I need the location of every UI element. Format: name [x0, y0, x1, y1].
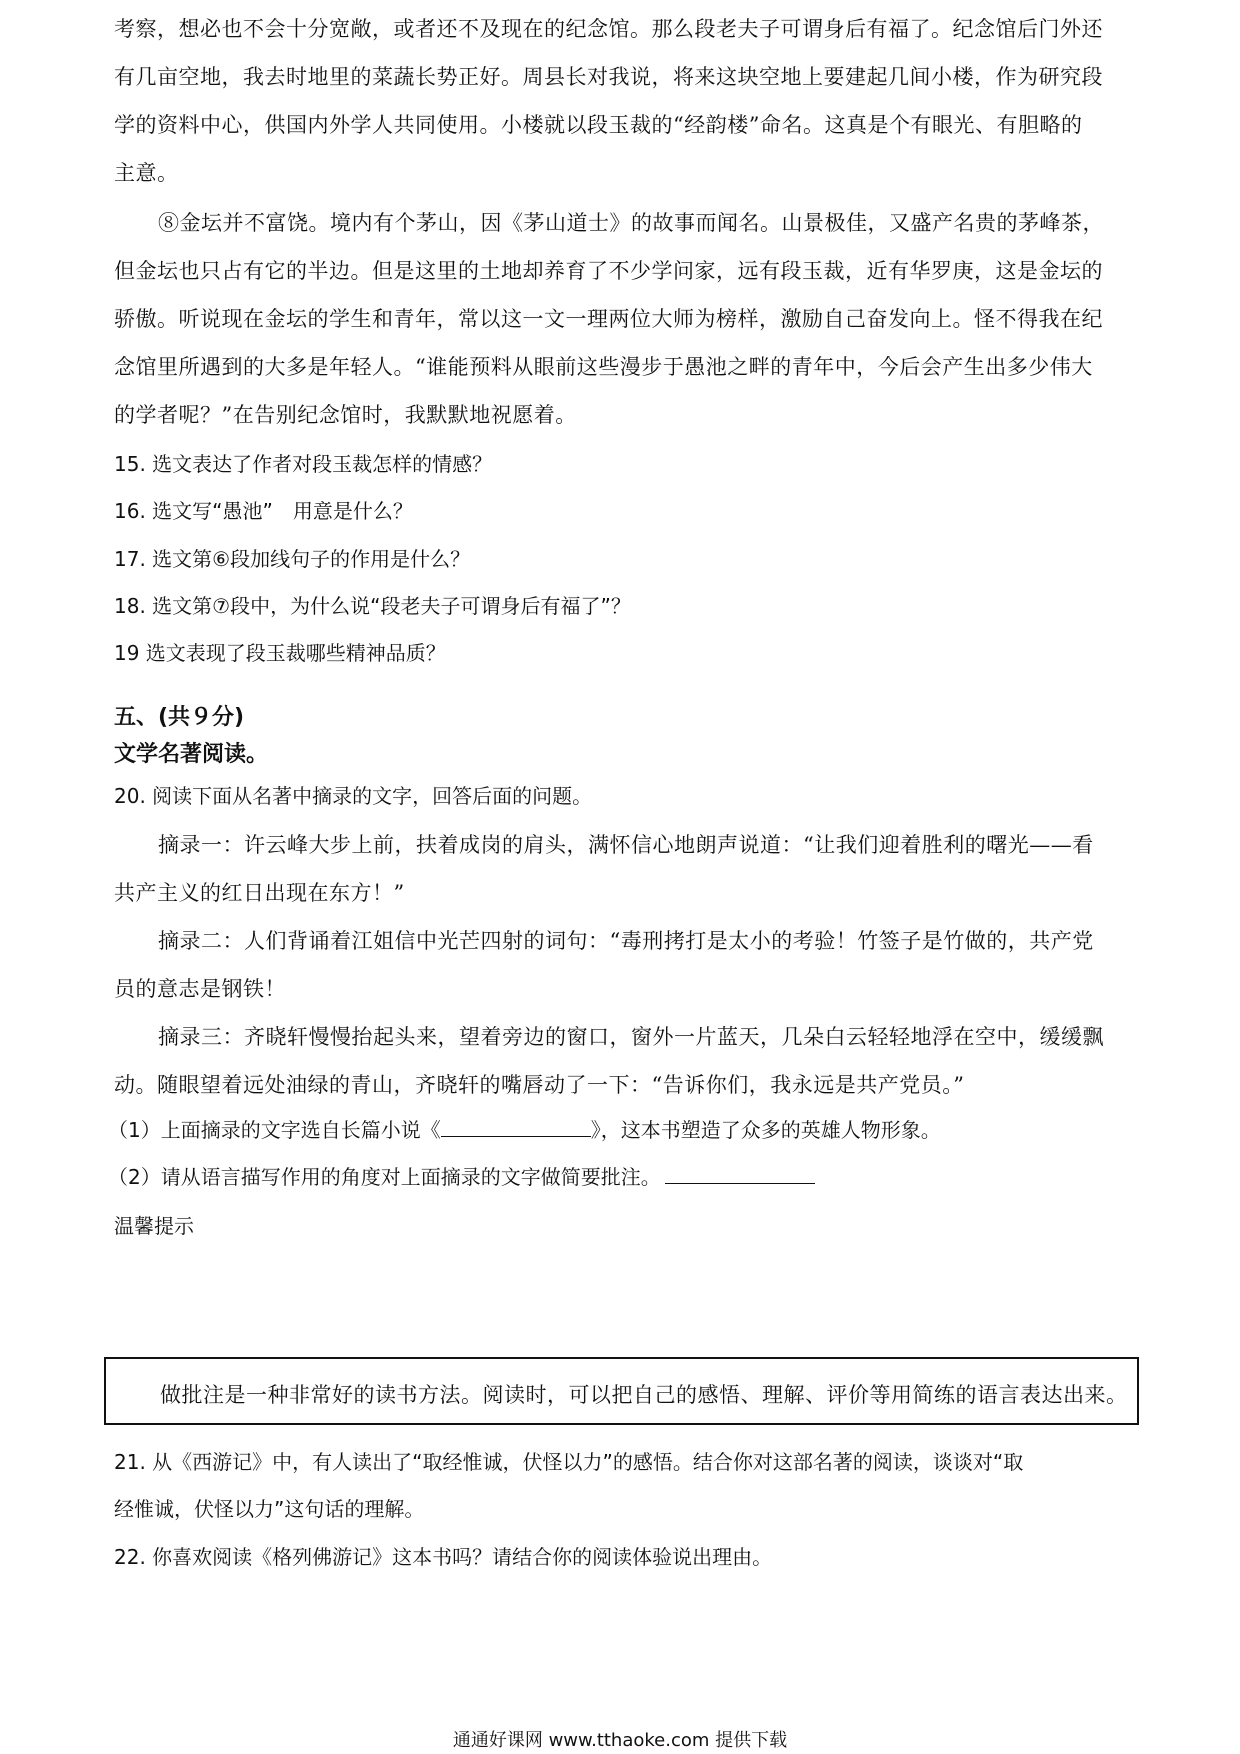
tip-text: 做批注是一种非常好的读书方法。阅读时，可以把自己的感悟、理解、评价等用简练的语言表达出来。 — [160, 1383, 1128, 1407]
excerpt-line: 员的意志是钢铁！ — [114, 977, 286, 1001]
excerpt-line: 摘录三：齐晓轩慢慢抬起头来，望着旁边的窗口，窗外一片蓝天，几朵白云轻轻地浮在空中，缓缓飘 — [158, 1025, 1104, 1049]
excerpt-line: 共产主义的红日出现在东方！” — [114, 881, 405, 905]
passage-line: 主意。 — [114, 161, 179, 185]
passage-line: 有几亩空地，我去时地里的菜蔬长势正好。周县长对我说，将来这块空地上要建起几间小楼，作为研究段 — [114, 65, 1103, 89]
answer-blank[interactable] — [441, 1118, 591, 1137]
excerpt-line: 动。随眼望着远处油绿的青山，齐晓轩的嘴唇动了一下：“告诉你们，我永远是共产党员。” — [114, 1073, 965, 1097]
passage-line: 骄傲。听说现在金坛的学生和青年，常以这一文一理两位大师为榜样，激励自己奋发向上。怪不得我在纪 — [114, 307, 1103, 331]
question-19: 19 选文表现了段玉裁哪些精神品质？ — [114, 641, 446, 665]
passage-line: 但金坛也只占有它的半边。但是这里的土地却养育了不少学问家，远有段玉裁，近有华罗庚，这是金坛的 — [114, 259, 1103, 283]
section-subheading: 文学名著阅读。 — [114, 742, 269, 767]
question-line: 22. 你喜欢阅读《格列佛游记》这本书吗？请结合你的阅读体验说出理由。 — [114, 1545, 773, 1569]
passage-line: 学的资料中心，供国内外学人共同使用。小楼就以段玉裁的“经韵楼”命名。这真是个有眼光、有胆略的 — [114, 113, 1083, 137]
excerpt-line: 摘录一：许云峰大步上前，扶着成岗的肩头，满怀信心地朗声说道：“让我们迎着胜利的曙光——看 — [158, 833, 1094, 857]
question-17: 17. 选文第⑥段加线句子的作用是什么？ — [114, 547, 471, 571]
section-heading: 五、(共９分) — [114, 705, 245, 730]
question-15: 15. 选文表达了作者对段玉裁怎样的情感？ — [114, 452, 493, 476]
passage-line: 考察，想必也不会十分宽敞，或者还不及现在的纪念馆。那么段老夫子可谓身后有福了。纪念馆后门外还 — [114, 17, 1103, 41]
passage-line: 的学者呢？”在告别纪念馆时，我默默地祝愿着。 — [114, 403, 577, 427]
answer-blank[interactable] — [665, 1165, 815, 1184]
passage-line: ⑧金坛并不富饶。境内有个茅山，因《茅山道士》的故事而闻名。山景极佳，又盛产名贵的茅峰茶， — [158, 211, 1104, 235]
sub-question-2 — [108, 1161, 815, 1190]
tip-box — [104, 1357, 1139, 1425]
sub-question-text: 》，这本书塑造了众多的英雄人物形象。 — [590, 1118, 941, 1142]
question-16: 16. 选文写“愚池” 用意是什么？ — [114, 499, 413, 523]
question-stem: 20. 阅读下面从名著中摘录的文字，回答后面的问题。 — [114, 784, 593, 808]
question-18: 18. 选文第⑦段中，为什么说“段老夫子可谓身后有福了”？ — [114, 594, 631, 618]
passage-line: 念馆里所遇到的大多是年轻人。“谁能预料从眼前这些漫步于愚池之畔的青年中，今后会产生出多少伟大 — [114, 355, 1093, 379]
question-line: 21. 从《西游记》中，有人读出了“取经惟诚，伏怪以力”的感悟。结合你对这部名著的阅读，谈谈对“取 — [114, 1450, 1024, 1474]
footer-watermark: 通通好课网 www.tthaoke.com 提供下载 — [452, 1730, 788, 1751]
tip-label: 温馨提示 — [114, 1214, 194, 1238]
sub-question-text: （2）请从语言描写作用的角度对上面摘录的文字做简要批注。 — [108, 1165, 661, 1189]
question-line: 经惟诚，伏怪以力”这句话的理解。 — [114, 1497, 425, 1521]
sub-question-1 — [108, 1114, 941, 1143]
sub-question-text: （1）上面摘录的文字选自长篇小说《 — [108, 1118, 441, 1142]
excerpt-line: 摘录二：人们背诵着江姐信中光芒四射的词句：“毒刑拷打是太小的考验！竹签子是竹做的，共产党 — [158, 929, 1094, 953]
